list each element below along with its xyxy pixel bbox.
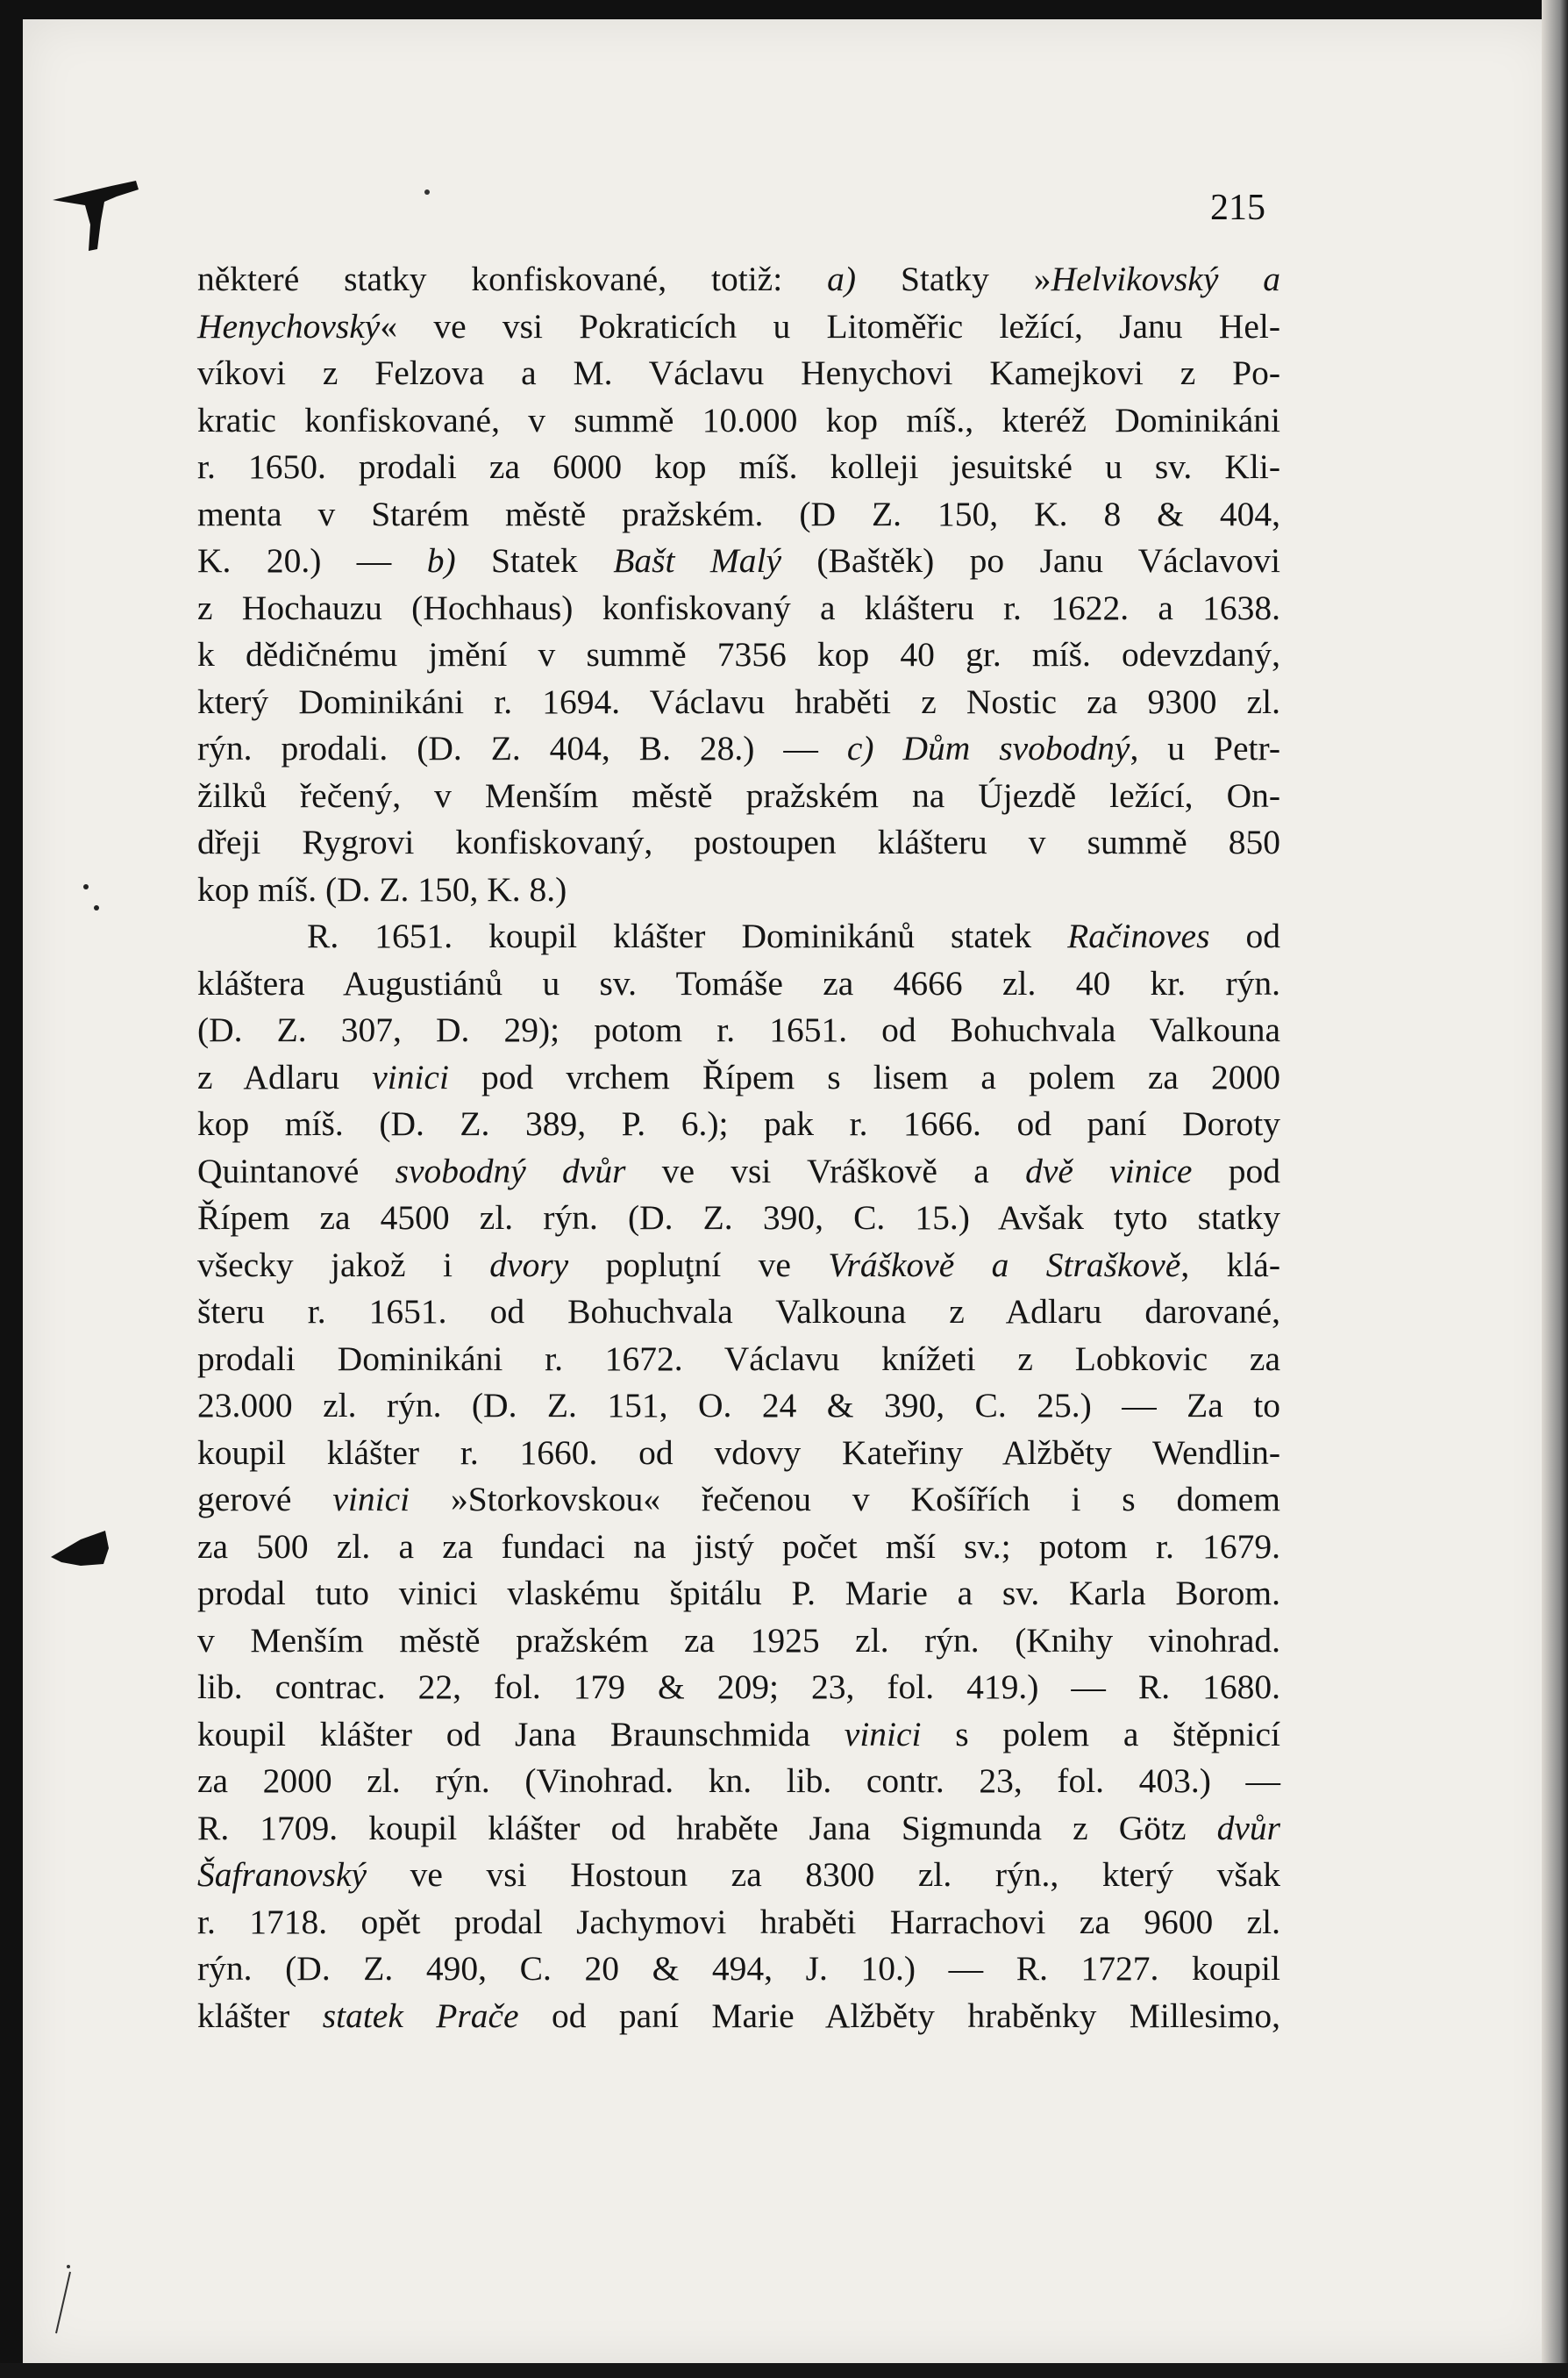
italic-segment: vinici	[844, 1714, 922, 1753]
text-line	[197, 1617, 1280, 1665]
text-segment: Statek	[455, 541, 614, 580]
body-text	[197, 256, 1280, 2039]
text-line	[197, 1946, 1280, 1993]
text-segment: víkovi z Felzova a M. Václavu Henychovi Kamejkovi z Po-	[197, 353, 1280, 392]
italic-segment: dvě vinice	[1025, 1151, 1193, 1190]
text-line	[197, 1007, 1280, 1054]
text-line	[197, 679, 1280, 726]
text-segment: s polem a štěpnicí	[921, 1714, 1280, 1753]
text-segment: pod	[1192, 1151, 1281, 1190]
text-segment: 23.000 zl. rýn. (D. Z. 151, O. 24 & 390, C. 25.) — Za to	[197, 1386, 1280, 1425]
text-line	[197, 256, 1280, 303]
text-segment: rýn. (D. Z. 490, C. 20 & 494, J. 10.) — R. 1727. koupil	[197, 1949, 1280, 1988]
text-segment: prodali Dominikáni r. 1672. Václavu knížeti z Lobkovic za	[197, 1339, 1280, 1378]
text-line	[197, 960, 1280, 1008]
margin-ink-mark-mid	[0, 1513, 123, 1575]
italic-segment: dvůr	[1216, 1808, 1280, 1847]
italic-segment: Račinoves	[1067, 917, 1210, 955]
text-line	[197, 1758, 1280, 1805]
text-segment: Řípem za 4500 zl. rýn. (D. Z. 390, C. 15.) Avšak tyto statky	[197, 1198, 1280, 1237]
text-line	[197, 1570, 1280, 1617]
text-segment: dřeji Rygrovi konfiskovaný, postoupen klášteru v summě 850	[197, 823, 1280, 861]
text-segment: (Baštěk) po Janu Václavovi	[781, 541, 1281, 580]
text-line	[197, 1476, 1280, 1524]
text-line	[197, 303, 1280, 351]
text-line	[197, 397, 1280, 445]
italic-segment: vinici	[372, 1057, 449, 1096]
text-segment: pod vrchem Řípem s lisem a polem za 2000	[448, 1057, 1280, 1096]
text-segment: všecky jakož i	[197, 1245, 490, 1284]
italic-segment: Bašt Malý	[613, 541, 781, 580]
italic-segment: statek Prače	[322, 1996, 519, 2035]
text-segment: ve vsi Hostoun za 8300 zl. rýn., který však	[367, 1855, 1280, 1894]
text-segment: k dědičnému jmění v summě 7356 kop 40 gr. míš. odevzdaný,	[197, 635, 1280, 674]
scan-bottom-border	[0, 2363, 1568, 2378]
text-segment: který Dominikáni r. 1694. Václavu hraběti z Nostic za 9300 zl.	[197, 682, 1280, 721]
text-segment: R. 1709. koupil klášter od hraběte Jana Sigmunda z Götz	[197, 1808, 1217, 1847]
text-line	[197, 867, 1280, 914]
text-segment: šteru r. 1651. od Bohuchvala Valkouna z Adlaru darované,	[197, 1292, 1280, 1331]
margin-ink-speck-1	[79, 882, 105, 917]
text-line	[197, 1524, 1280, 1571]
text-line	[197, 1899, 1280, 1946]
italic-segment: a)	[827, 260, 901, 298]
text-line	[197, 1336, 1280, 1383]
text-segment: gerové	[197, 1480, 333, 1518]
text-line	[197, 350, 1280, 397]
text-line	[197, 773, 1280, 820]
text-line	[197, 1195, 1280, 1242]
text-line	[197, 1664, 1280, 1711]
text-segment: r. 1650. prodali za 6000 kop míš. kolleji jesuitské u sv. Kli-	[197, 447, 1280, 486]
text-segment: , klá-	[1180, 1245, 1280, 1284]
text-segment: z Hochauzu (Hochhaus) konfiskovaný a klášteru r. 1622. a 1638.	[197, 588, 1280, 627]
text-segment: kop míš. (D. Z. 150, K. 8.)	[197, 869, 567, 909]
text-segment: kratic konfiskované, v summě 10.000 kop míš., kteréž Dominikáni	[197, 400, 1280, 439]
text-line	[197, 444, 1280, 491]
text-segment: za 500 zl. a za fundaci na jistý počet mší sv.; potom r. 1679.	[197, 1526, 1280, 1566]
text-line	[197, 1242, 1280, 1289]
text-segment: v Menším městě pražském za 1925 zl. rýn. (Knihy vinohrad.	[197, 1620, 1280, 1660]
text-line	[197, 1289, 1280, 1336]
text-line	[197, 585, 1280, 632]
text-line	[197, 725, 1280, 773]
text-line	[197, 1711, 1280, 1759]
text-segment: (D. Z. 307, D. 29); potom r. 1651. od Bohuchvala Valkouna	[197, 1010, 1280, 1049]
text-segment: , u Petr-	[1130, 729, 1280, 768]
text-segment: r. 1718. opět prodal Jachymovi hraběti Harrachovi za 9600 zl.	[197, 1902, 1280, 1941]
italic-segment: svobodný dvůr	[395, 1151, 626, 1190]
text-segment: K. 20.) —	[197, 541, 427, 580]
text-segment: menta v Starém městě pražském. (D Z. 150, K. 8 & 404,	[197, 494, 1280, 533]
italic-segment: vinici	[332, 1480, 410, 1518]
text-segment: Quintanové	[197, 1151, 396, 1190]
text-line	[197, 1993, 1280, 2040]
text-segment: ve vsi Vráškově a	[625, 1151, 1026, 1190]
text-line	[197, 1382, 1280, 1430]
text-line	[197, 1101, 1280, 1148]
italic-segment: Šafranovský	[197, 1855, 367, 1894]
margin-ink-mark-top	[48, 175, 145, 254]
text-segment: lib. contrac. 22, fol. 179 & 209; 23, fol. 419.) — R. 1680.	[197, 1667, 1280, 1706]
text-line	[197, 538, 1280, 585]
text-segment: za 2000 zl. rýn. (Vinohrad. kn. lib. contr. 23, fol. 403.) —	[197, 1761, 1280, 1800]
text-segment: R. 1651. koupil klášter Dominikánů statek	[307, 917, 1068, 955]
text-line	[197, 1430, 1280, 1477]
page-number: 215	[1210, 188, 1265, 228]
text-line	[197, 913, 1280, 960]
text-segment: « ve vsi Pokraticích u Litoměřic ležící, Janu Hel-	[380, 306, 1280, 346]
page-edge-shadow	[1542, 0, 1568, 2378]
italic-segment: b)	[426, 541, 456, 580]
text-segment: rýn. prodali. (D. Z. 404, B. 28.) —	[197, 729, 847, 768]
text-segment: kláštera Augustiánů u sv. Tomáše za 4666 zl. 40 kr. rýn.	[197, 963, 1280, 1003]
italic-segment: Helvikovský a	[1051, 260, 1281, 298]
text-segment: kop míš. (D. Z. 389, P. 6.); pak r. 1666. od paní Doroty	[197, 1104, 1280, 1143]
text-line	[197, 819, 1280, 867]
text-segment: z Adlaru	[197, 1057, 373, 1096]
text-line	[197, 1852, 1280, 1899]
text-line	[197, 491, 1280, 539]
text-segment: popluţní ve	[568, 1245, 829, 1284]
margin-ink-speck-2	[44, 2263, 79, 2351]
text-segment: Statky »	[900, 260, 1051, 298]
text-segment: koupil klášter r. 1660. od vdovy Kateřiny Alžběty Wendlin-	[197, 1432, 1280, 1472]
text-line	[197, 1805, 1280, 1853]
text-segment: některé statky konfiskované, totiž:	[197, 260, 828, 298]
text-segment: »Storkovskou« řečenou v Košířích i s domem	[410, 1480, 1281, 1518]
text-line	[197, 1054, 1280, 1102]
text-segment: žilků řečený, v Menším městě pražském na Újezdě ležící, On-	[197, 775, 1280, 815]
text-segment: prodal tuto vinici vlaskému špitálu P. Marie a sv. Karla Borom.	[197, 1574, 1280, 1612]
italic-segment: Vráškově a Straškově	[828, 1245, 1181, 1284]
text-segment: od paní Marie Alžběty hraběnky Millesimo,	[518, 1996, 1281, 2035]
text-line	[197, 632, 1280, 679]
text-line	[197, 1148, 1280, 1196]
italic-segment: c) Dům svobodný	[846, 729, 1130, 768]
text-segment: koupil klášter od Jana Braunschmida	[197, 1714, 845, 1753]
text-segment: klášter	[197, 1996, 323, 2035]
margin-ink-speck-3	[421, 186, 433, 198]
italic-segment: dvory	[489, 1245, 569, 1284]
italic-segment: Henychovský	[197, 306, 381, 346]
text-segment: od	[1209, 917, 1280, 955]
